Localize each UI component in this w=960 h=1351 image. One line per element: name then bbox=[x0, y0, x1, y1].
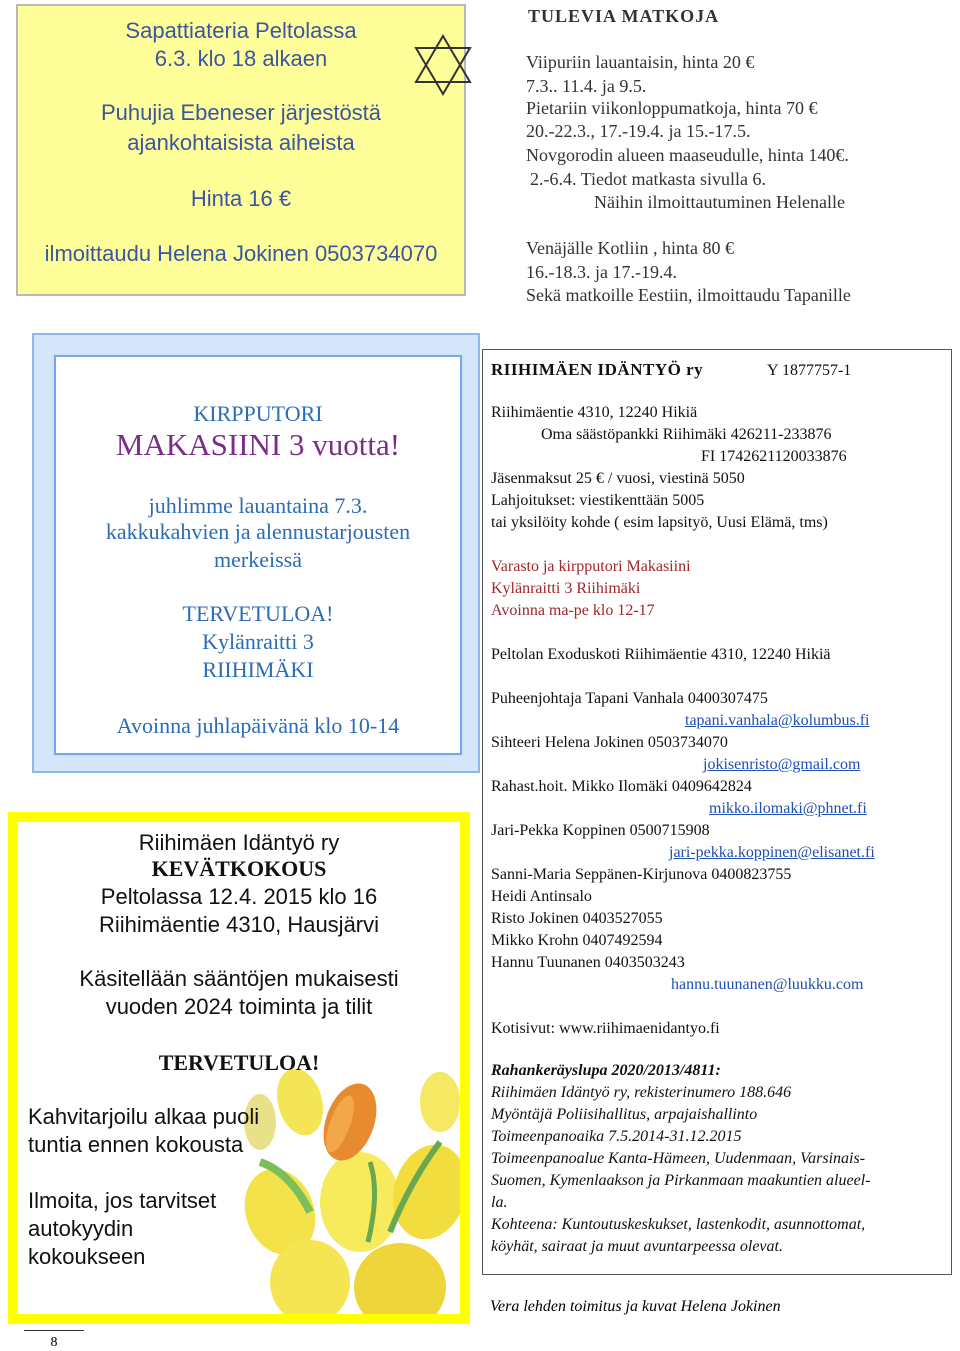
board-member: Mikko Krohn 0407492594 bbox=[491, 932, 663, 949]
treasurer: Rahast.hoit. Mikko Ilomäki 0409642824 bbox=[491, 778, 752, 795]
sabbath-datetime: 6.3. klo 18 alkaen bbox=[154, 46, 328, 71]
permit-title: Rahankeräyslupa 2020/2013/4811: bbox=[491, 1062, 721, 1079]
flea-title: KIRPPUTORI bbox=[193, 401, 323, 426]
trip-line: Novgorodin alueen maaseudulle, hinta 140€. bbox=[526, 145, 849, 165]
permit-line: Kohteena: Kuntoutuskeskukset, lastenkodit, asunnottomat, bbox=[491, 1216, 866, 1233]
chairman-email-link[interactable]: tapani.vanhala@kolumbus.fi bbox=[685, 712, 870, 729]
board-member: Jari-Pekka Koppinen 0500715908 bbox=[491, 822, 710, 839]
russia-trip-line: 16.-18.3. ja 17.-19.4. bbox=[526, 262, 677, 282]
flea-celebration: juhlimme lauantaina 7.3. bbox=[148, 493, 368, 518]
secretary-email-link[interactable]: jokisenristo@gmail.com bbox=[703, 756, 861, 773]
flea-offer-line2: merkeissä bbox=[214, 547, 302, 572]
russia-trip-line: Sekä matkoille Eestiin, ilmoittaudu Tapanille bbox=[526, 285, 851, 305]
trip-line: 7.3.. 11.4. ja 9.5. bbox=[526, 76, 647, 96]
photo-credit: Vera lehden toimitus ja kuvat Helena Jokinen bbox=[490, 1298, 781, 1315]
flea-city: RIIHIMÄKI bbox=[202, 657, 314, 682]
trip-line: Näihin ilmoittautuminen Helenalle bbox=[594, 192, 845, 212]
spring-meeting-box bbox=[8, 812, 470, 1324]
association-info-box bbox=[482, 349, 952, 1275]
board-member: Hannu Tuunanen 0403503243 bbox=[491, 954, 685, 971]
meeting-agenda-line2: vuoden 2024 toiminta ja tilit bbox=[105, 994, 373, 1019]
meeting-when: Peltolassa 12.4. 2015 klo 16 bbox=[100, 884, 378, 909]
flea-welcome: TERVETULOA! bbox=[182, 601, 334, 626]
treasurer-email-link[interactable]: mikko.ilomaki@phnet.fi bbox=[709, 800, 867, 817]
association-id: Y 1877757-1 bbox=[767, 362, 852, 379]
donations: Lahjoitukset: viestikenttään 5005 bbox=[491, 492, 705, 509]
permit-line: Toimeenpanoaika 7.5.2014-31.12.2015 bbox=[491, 1128, 742, 1145]
meeting-ride-line3: kokoukseen bbox=[28, 1244, 146, 1269]
permit-line: la. bbox=[491, 1194, 508, 1211]
donation-target: tai yksilöity kohde ( esim lapsityö, Uusi Elämä, tms) bbox=[491, 514, 828, 531]
page-number: 8 bbox=[24, 1330, 84, 1351]
board-member: Risto Jokinen 0403527055 bbox=[491, 910, 663, 927]
meeting-ride-line1: Ilmoita, jos tarvitset bbox=[28, 1188, 217, 1213]
board-member: Sanni-Maria Seppänen-Kirjunova 0400823755 bbox=[491, 866, 792, 883]
trips-heading: TULEVIA MATKOJA bbox=[528, 6, 720, 26]
flea-offer-line1: kakkukahvien ja alennustarjousten bbox=[105, 519, 411, 544]
permit-line: Suomen, Kymenlaakson ja Pirkanmaan maakuntien alueel- bbox=[491, 1172, 871, 1189]
board-member: Heidi Antinsalo bbox=[491, 888, 592, 905]
trip-line: Viipuriin lauantaisin, hinta 20 € bbox=[526, 52, 755, 72]
tulip-bouquet-image bbox=[240, 1062, 470, 1324]
flea-market-box bbox=[32, 333, 480, 773]
sabbath-signup: ilmoittaudu Helena Jokinen 0503734070 bbox=[44, 241, 438, 266]
flea-anniversary: MAKASIINI 3 vuotta! bbox=[115, 427, 401, 462]
trip-line: 20.-22.3., 17.-19.4. ja 15.-17.5. bbox=[526, 121, 751, 141]
meeting-welcome: TERVETULOA! bbox=[158, 1050, 320, 1075]
permit-line: Riihimäen Idäntyö ry, rekisterinumero 188.646 bbox=[491, 1084, 792, 1101]
membership-fee: Jäsenmaksut 25 € / vuosi, viestinä 5050 bbox=[491, 470, 745, 487]
secretary: Sihteeri Helena Jokinen 0503734070 bbox=[491, 734, 728, 751]
meeting-agenda-line1: Käsitellään sääntöjen mukaisesti bbox=[79, 966, 399, 991]
star-of-david-icon bbox=[410, 32, 476, 98]
homepage[interactable]: Kotisivut: www.riihimaenidantyo.fi bbox=[491, 1020, 720, 1037]
exodus-home: Peltolan Exoduskoti Riihimäentie 4310, 12240 Hikiä bbox=[491, 646, 831, 663]
permit-line: Toimeenpanoalue Kanta-Hämeen, Uudenmaan, Varsinais- bbox=[491, 1150, 866, 1167]
meeting-where: Riihimäentie 4310, Hausjärvi bbox=[98, 912, 380, 937]
flea-opening-hours: Avoinna juhlapäivänä klo 10-14 bbox=[116, 713, 400, 738]
meeting-title: KEVÄTKOKOUS bbox=[151, 856, 327, 881]
board-member-email-link[interactable]: jari-pekka.koppinen@elisanet.fi bbox=[669, 844, 875, 861]
sabbath-speaker-line1: Puhujia Ebeneser järjestöstä bbox=[100, 100, 382, 125]
store-hours: Avoinna ma-pe klo 12-17 bbox=[491, 602, 655, 619]
meeting-ride-line2: autokyydin bbox=[28, 1216, 134, 1241]
meeting-coffee-line1: Kahvitarjoilu alkaa puoli bbox=[28, 1104, 260, 1129]
flea-address: Kylänraitti 3 bbox=[202, 629, 314, 654]
sabbath-price: Hinta 16 € bbox=[190, 186, 292, 211]
association-name: RIIHIMÄEN IDÄNTYÖ ry bbox=[491, 360, 704, 379]
store-address: Kylänraitti 3 Riihimäki bbox=[491, 580, 641, 597]
russia-trip-line: Venäjälle Kotliin , hinta 80 € bbox=[526, 238, 734, 258]
bank-account: Oma säästöpankki Riihimäki 426211-233876 bbox=[541, 426, 832, 443]
store-name: Varasto ja kirpputori Makasiini bbox=[491, 558, 691, 575]
association-address: Riihimäentie 4310, 12240 Hikiä bbox=[491, 404, 698, 421]
permit-line: Myöntäjä Poliisihallitus, arpajaishallinto bbox=[491, 1106, 758, 1123]
trip-line: Pietariin viikonloppumatkoja, hinta 70 € bbox=[526, 98, 818, 118]
bank-iban: FI 1742621120033876 bbox=[701, 448, 847, 465]
sabbath-event-box bbox=[16, 4, 466, 296]
flea-market-inner bbox=[54, 355, 462, 755]
meeting-coffee-line2: tuntia ennen kokousta bbox=[28, 1132, 244, 1157]
sabbath-title: Sapattiateria Peltolassa bbox=[125, 18, 357, 43]
chairman: Puheenjohtaja Tapani Vanhala 0400307475 bbox=[491, 690, 768, 707]
meeting-org: Riihimäen Idäntyö ry bbox=[138, 830, 340, 855]
board-member-email-link[interactable]: hannu.tuunanen@luukku.com bbox=[671, 976, 864, 993]
trip-line: 2.-6.4. Tiedot matkasta sivulla 6. bbox=[530, 169, 766, 189]
sabbath-speaker-line2: ajankohtaisista aiheista bbox=[127, 130, 355, 155]
permit-line: köyhät, sairaat ja muut avuntarpeessa olevat. bbox=[491, 1238, 783, 1255]
